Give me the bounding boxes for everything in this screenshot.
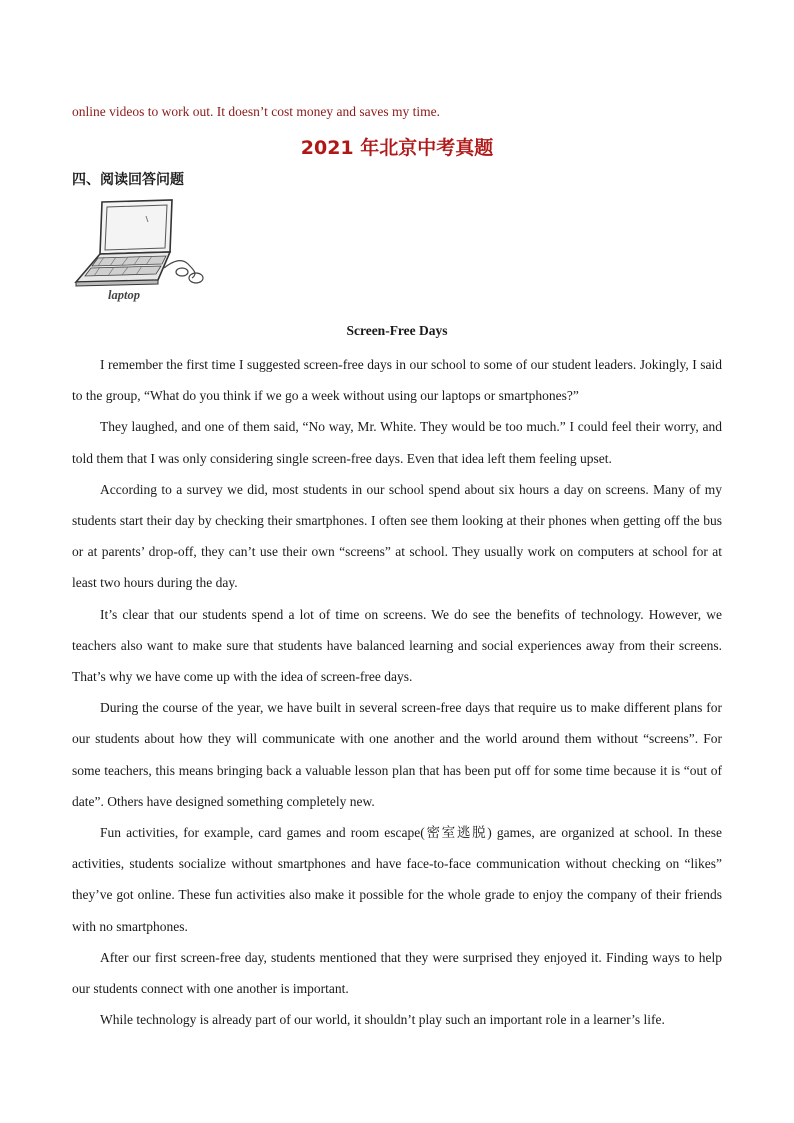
- paragraph: According to a survey we did, most students in our school spend about six hours a day on screens. Many of my students start their day by checking their smartphones. I often see them looking at their phones when getting off the bus or at parents’ drop-off, they can’t use their own “screens” at school. They usually work on computers at school for at least two hours during the day.: [72, 481, 722, 591]
- paragraph: After our first screen-free day, students mentioned that they were surprised they enjoyed it. Finding ways to help our students connect with one another is important.: [72, 949, 722, 997]
- paragraph: Fun activities, for example, card games and room escape(密室逃脱) games, are organized at school. In these activities, students socialize without smartphones and have face-to-face communication without checking on “likes” they’ve got online. These fun activities also make it possible for the whole grade to enjoy the company of their friends with no smartphones.: [72, 825, 722, 934]
- laptop-figure: [74, 198, 214, 310]
- paragraph: It’s clear that our students spend a lot of time on screens. We do see the benefits of technology. However, we teachers also want to make sure that students have balanced learning and social experiences away from their screens. That’s why we have come up with the idea of screen-free days.: [72, 606, 722, 685]
- paragraph: They laughed, and one of them said, “No way, Mr. White. They would be too much.” I could feel their worry, and told them that I was only considering single screen-free days. Even that idea left them feeling upset.: [72, 419, 722, 466]
- passage-body: [72, 349, 722, 1035]
- laptop-icon: [74, 198, 214, 290]
- passage-title: Screen-Free Days: [346, 323, 448, 338]
- exam-title: 2021 年北京中考真题: [300, 137, 494, 159]
- section-heading: 四、阅读回答问题: [72, 172, 184, 188]
- paragraph: While technology is already part of our world, it shouldn’t play such an important role in a learner’s life.: [100, 1012, 665, 1028]
- paragraph: During the course of the year, we have built in several screen-free days that require us to make different plans for our students about how they will communicate with one another and the world around them without “screens”. For some teachers, this means bringing back a valuable lesson plan that has been put off for some time because it is “out of date”. Others have designed something completely new.: [72, 700, 722, 809]
- previous-passage-tail: online videos to work out. It doesn’t cost money and saves my time.: [72, 104, 440, 119]
- figure-caption: laptop: [108, 288, 140, 302]
- paragraph: I remember the first time I suggested screen-free days in our school to some of our student leaders. Jokingly, I said to the group, “What do you think if we go a week without using our laptops or smartphones?”: [72, 357, 722, 404]
